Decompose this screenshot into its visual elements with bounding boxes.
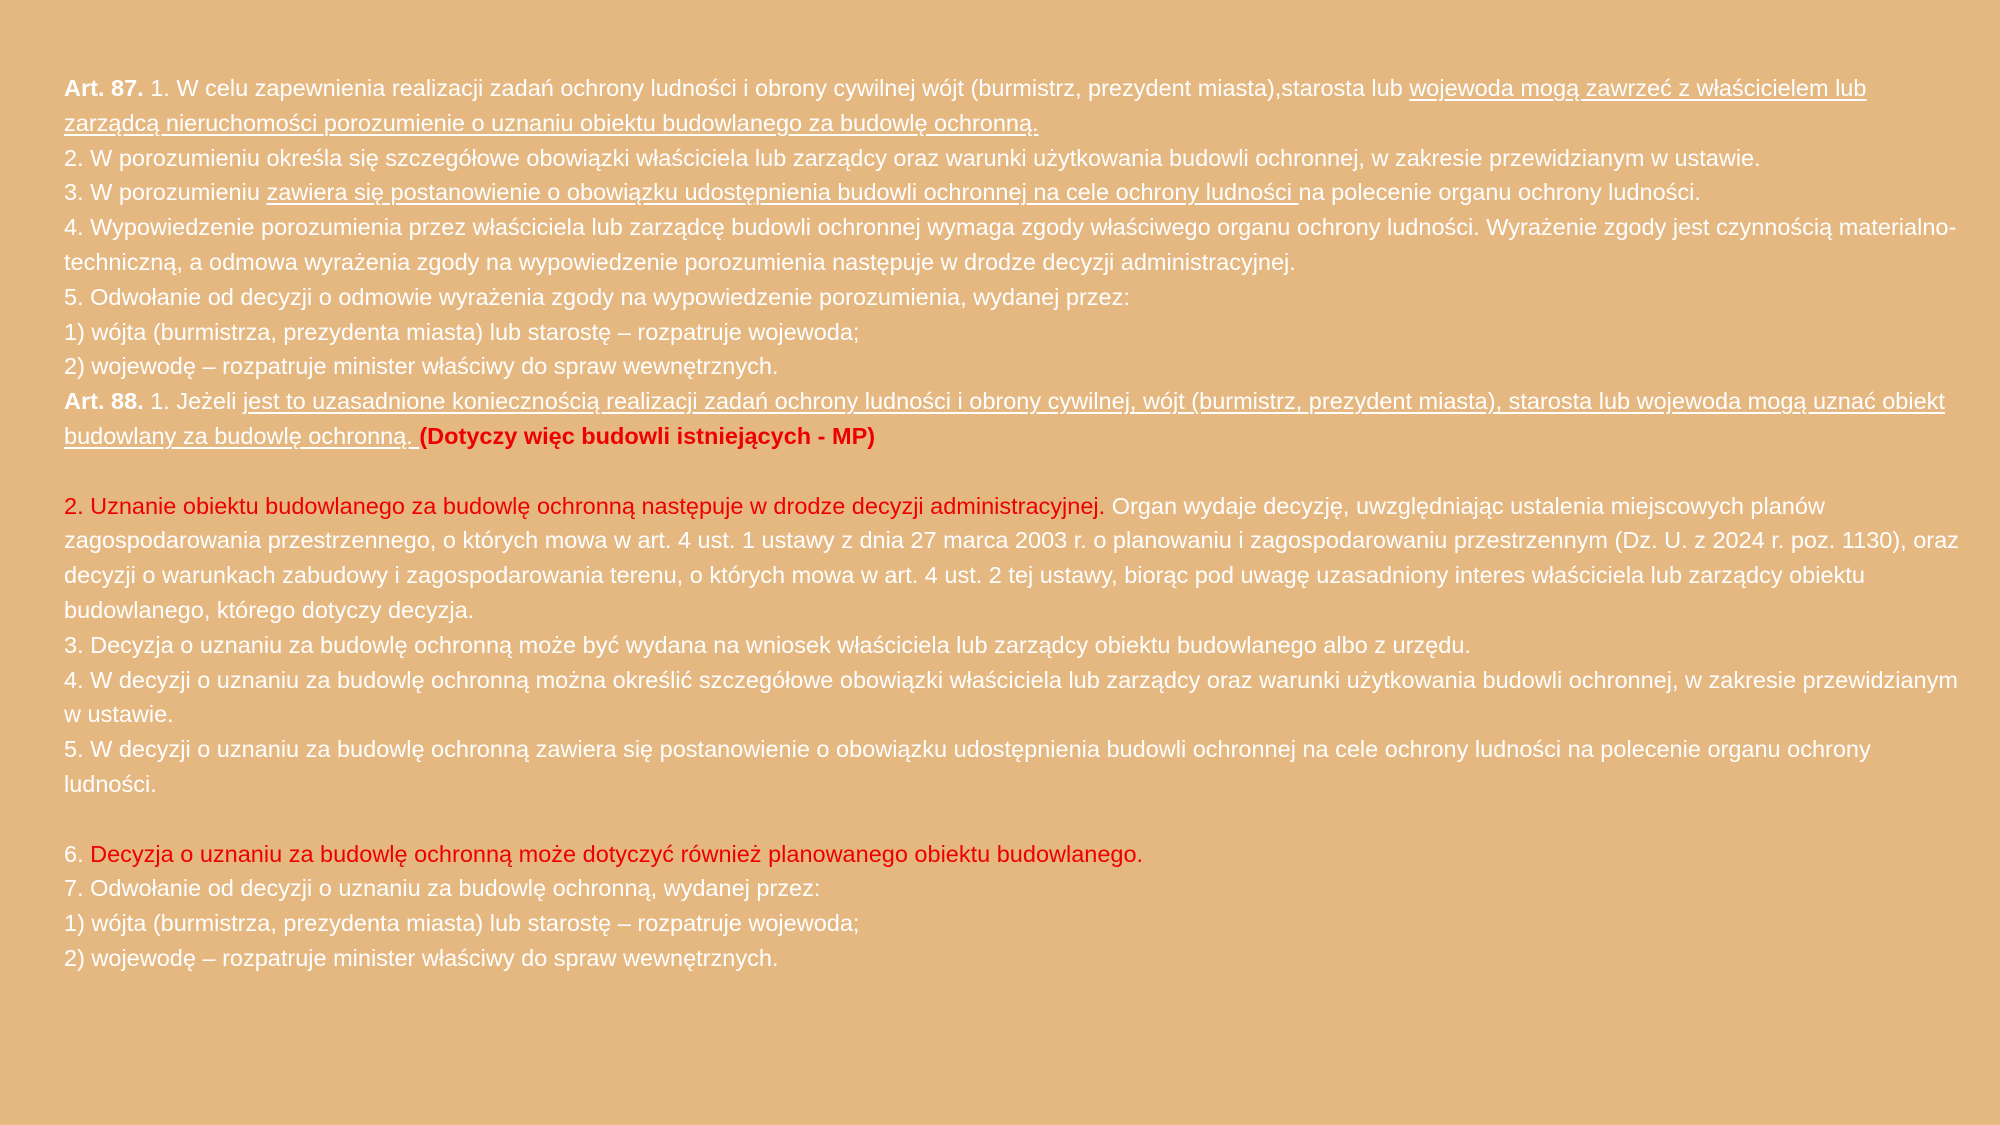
art88-para1 <box>64 384 1964 454</box>
art87-para5-item1: 1) wójta (burmistrza, prezydenta miasta) lub starostę – rozpatruje wojewoda; <box>64 318 860 345</box>
art88-para2-highlight: 2. Uznanie obiektu budowlanego za budowlę ochronną następuje w drodze decyzji administracyjnej. <box>64 492 1106 519</box>
art88-para6-highlight: Decyzja o uznaniu za budowlę ochronną może dotyczyć również planowanego obiektu budowlanego. <box>90 840 1144 867</box>
art87-para5: 5. Odwołanie od decyzji o odmowie wyrażenia zgody na wypowiedzenie porozumienia, wydanej przez: <box>64 283 1130 310</box>
art87-para5-item2: 2) wojewodę – rozpatruje minister właściwy do spraw wewnętrznych. <box>64 353 779 380</box>
art87-para1 <box>64 71 1964 141</box>
art88-para7-item1: 1) wójta (burmistrza, prezydenta miasta) lub starostę – rozpatruje wojewoda; <box>64 910 860 937</box>
art87-para3-underlined: zawiera się postanowienie o obowiązku udostępnienia budowli ochronnej na cele ochrony ludności <box>266 179 1299 206</box>
art88-para7: 7. Odwołanie od decyzji o uznaniu za budowlę ochronną, wydanej przez: <box>64 875 821 902</box>
art88-para7-item2: 2) wojewodę – rozpatruje minister właściwy do spraw wewnętrznych. <box>64 944 779 971</box>
art87-para3-text: 3. W porozumieniu <box>64 179 267 206</box>
spacer <box>64 802 1964 837</box>
art88-para6-number: 6. <box>64 840 91 867</box>
art88-para1-underlined: jest to uzasadnione koniecznością realizacji zadań ochrony ludności i obrony cywilnej, wójt (burmistrz, prezydent miasta), starosta lub wojewoda mogą uznać obiekt budowlany za budowlę ochronną. <box>64 388 1945 449</box>
art87-para1-underlined: wojewoda mogą zawrzeć z właścicielem lub zarządcą nieruchomości porozumienie o uznaniu obiektu budowlanego za budowlę ochronną. <box>64 75 1867 136</box>
art88-para5: 5. W decyzji o uznaniu za budowlę ochronną zawiera się postanowienie o obowiązku udostępnienia budowli ochronnej na cele ochrony ludności na polecenie organu ochrony ludności. <box>64 736 1871 797</box>
art88-para2-rest: Organ wydaje decyzję, uwzględniając ustalenia miejscowych planów zagospodarowania przestrzennego, o których mowa w art. 4 ust. 1 ustawy z dnia 27 marca 2003 r. o planowaniu i zagospodarowaniu przestrzennym (Dz. U. z 2024 r. poz. 1130), oraz decyzji o warunkach zabudowy i zagospodarowania terenu, o których mowa w art. 4 ust. 2 tej ustawy, biorąc pod uwagę uzasadniony interes właściciela lub zarządcy obiektu budowlanego, którego dotyczy decyzja. <box>64 492 1959 623</box>
art87-heading: Art. 87. <box>64 75 144 101</box>
art87-para3-rest: na polecenie organu ochrony ludności. <box>1298 179 1701 206</box>
art88-para4: 4. W decyzji o uznaniu za budowlę ochronną można określić szczegółowe obowiązki właściciela lub zarządcy oraz warunki użytkowania budowli ochronnej, w zakresie przewidzianym w ustawie. <box>64 666 1958 728</box>
art87-para4: 4. Wypowiedzenie porozumienia przez właściciela lub zarządcę budowli ochronnej wymaga zgody właściwego organu ochrony ludności. Wyrażenie zgody jest czynnością materialno-techniczną, a odmowa wyrażenia zgody na wypowiedzenie porozumienia następuje w drodze decyzji administracyjnej. <box>64 214 1957 275</box>
art88-para2 <box>64 489 1964 628</box>
art87-para3 <box>64 175 1964 210</box>
spacer <box>64 454 1964 489</box>
art88-para1-text: 1. Jeżeli <box>143 388 243 415</box>
art88-note: (Dotyczy więc budowli istniejących - MP) <box>419 422 876 449</box>
art88-heading: Art. 88. <box>64 388 144 415</box>
art87-para2: 2. W porozumieniu określa się szczegółowe obowiązki właściciela lub zarządcy oraz warunki użytkowania budowli ochronnej, w zakresie przewidzianym w ustawie. <box>64 144 1761 171</box>
art88-para6 <box>64 837 1964 872</box>
slide-text-body <box>64 71 1964 976</box>
art88-para3: 3. Decyzja o uznaniu za budowlę ochronną może być wydana na wniosek właściciela lub zarządcy obiektu budowlanego albo z urzędu. <box>64 631 1471 658</box>
art87-para1-text: 1. W celu zapewnienia realizacji zadań ochrony ludności i obrony cywilnej wójt (burmistrz, prezydent miasta),starosta lub <box>143 75 1410 101</box>
